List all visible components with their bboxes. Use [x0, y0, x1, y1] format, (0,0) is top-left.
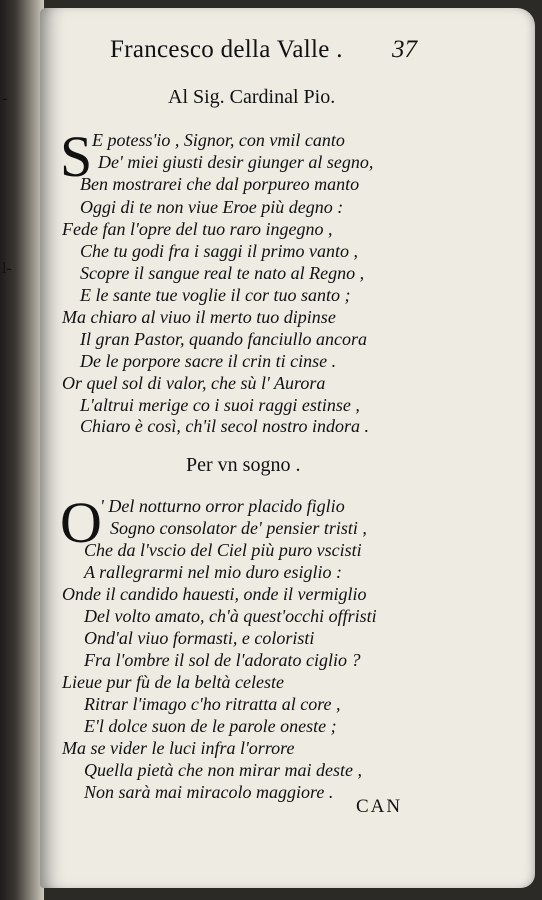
verse-line: Chiaro è così, ch'il secol nostro indora . — [80, 416, 370, 436]
verse-line: Ma chiaro al viuo il merto tuo dipinse — [62, 307, 336, 327]
verse-line: Ma se vider le luci infra l'orrore — [62, 738, 295, 758]
verse-line: Che da l'vscio del Ciel più puro vscisti — [84, 540, 362, 560]
verse-line: Ben mostrarei che dal porpureo manto — [80, 174, 360, 194]
verse-line: Ritrar l'imago c'ho ritratta al core , — [84, 694, 341, 714]
verse-line: E'l dolce suon de le parole oneste ; — [84, 716, 337, 736]
drop-cap: O — [60, 490, 102, 555]
verse-line: Lieue pur fù de la beltà celeste — [62, 672, 284, 692]
verse-line: E le sante tue voglie il cor tuo santo ; — [80, 285, 351, 305]
spine-mark: - — [2, 90, 8, 107]
verse-line: L'altrui merige co i suoi raggi estinse , — [80, 395, 360, 415]
verse-line: A rallegrarmi nel mio duro esiglio : — [84, 562, 342, 582]
verse-line: Il gran Pastor, quando fanciullo ancora — [80, 329, 367, 349]
verse-line: Ond'al viuo formasti, e coloristi — [84, 628, 315, 648]
verse-line: Quella pietà che non mirar mai deste , — [84, 760, 362, 780]
running-title: Francesco della Valle . — [110, 36, 343, 63]
verse-line: Or quel sol di valor, che sù l' Aurora — [62, 373, 326, 393]
drop-cap: S — [60, 124, 93, 189]
book-spine-edge — [0, 0, 44, 900]
verse-line: De' miei giusti desir giunger al segno, — [98, 152, 374, 172]
verse-line: Del volto amato, ch'à quest'occhi offristi — [84, 606, 377, 626]
catchword: CAN — [356, 796, 403, 817]
verse-line: Non sarà mai miracolo maggiore . — [84, 782, 334, 802]
verse-line: De le porpore sacre il crin ti cinse . — [80, 351, 337, 371]
verse-line: Che tu godi fra i saggi il primo vanto , — [80, 241, 359, 261]
verse-line: Onde il candido hauesti, onde il vermiglio — [62, 584, 367, 604]
poem-title: Al Sig. Cardinal Pio. — [168, 86, 336, 108]
verse-line: Fra l'ombre il sol de l'adorato ciglio ? — [84, 650, 361, 670]
spine-mark: l- — [2, 260, 12, 277]
verse-line: Scopre il sangue real te nato al Regno , — [80, 263, 365, 283]
verse-line: Fede fan l'opre del tuo raro ingegno , — [62, 219, 333, 239]
verse-line: Oggi di te non viue Eroe più degno : — [80, 197, 344, 217]
verse-line: ' Del notturno orror placido figlio — [100, 496, 345, 516]
page-number: 37 — [392, 36, 417, 63]
verse-line: Sogno consolator de' pensier tristi , — [110, 518, 367, 538]
poem-title: Per vn sogno . — [186, 454, 301, 476]
verse-line: E potess'io , Signor, con vmil canto — [92, 130, 345, 150]
